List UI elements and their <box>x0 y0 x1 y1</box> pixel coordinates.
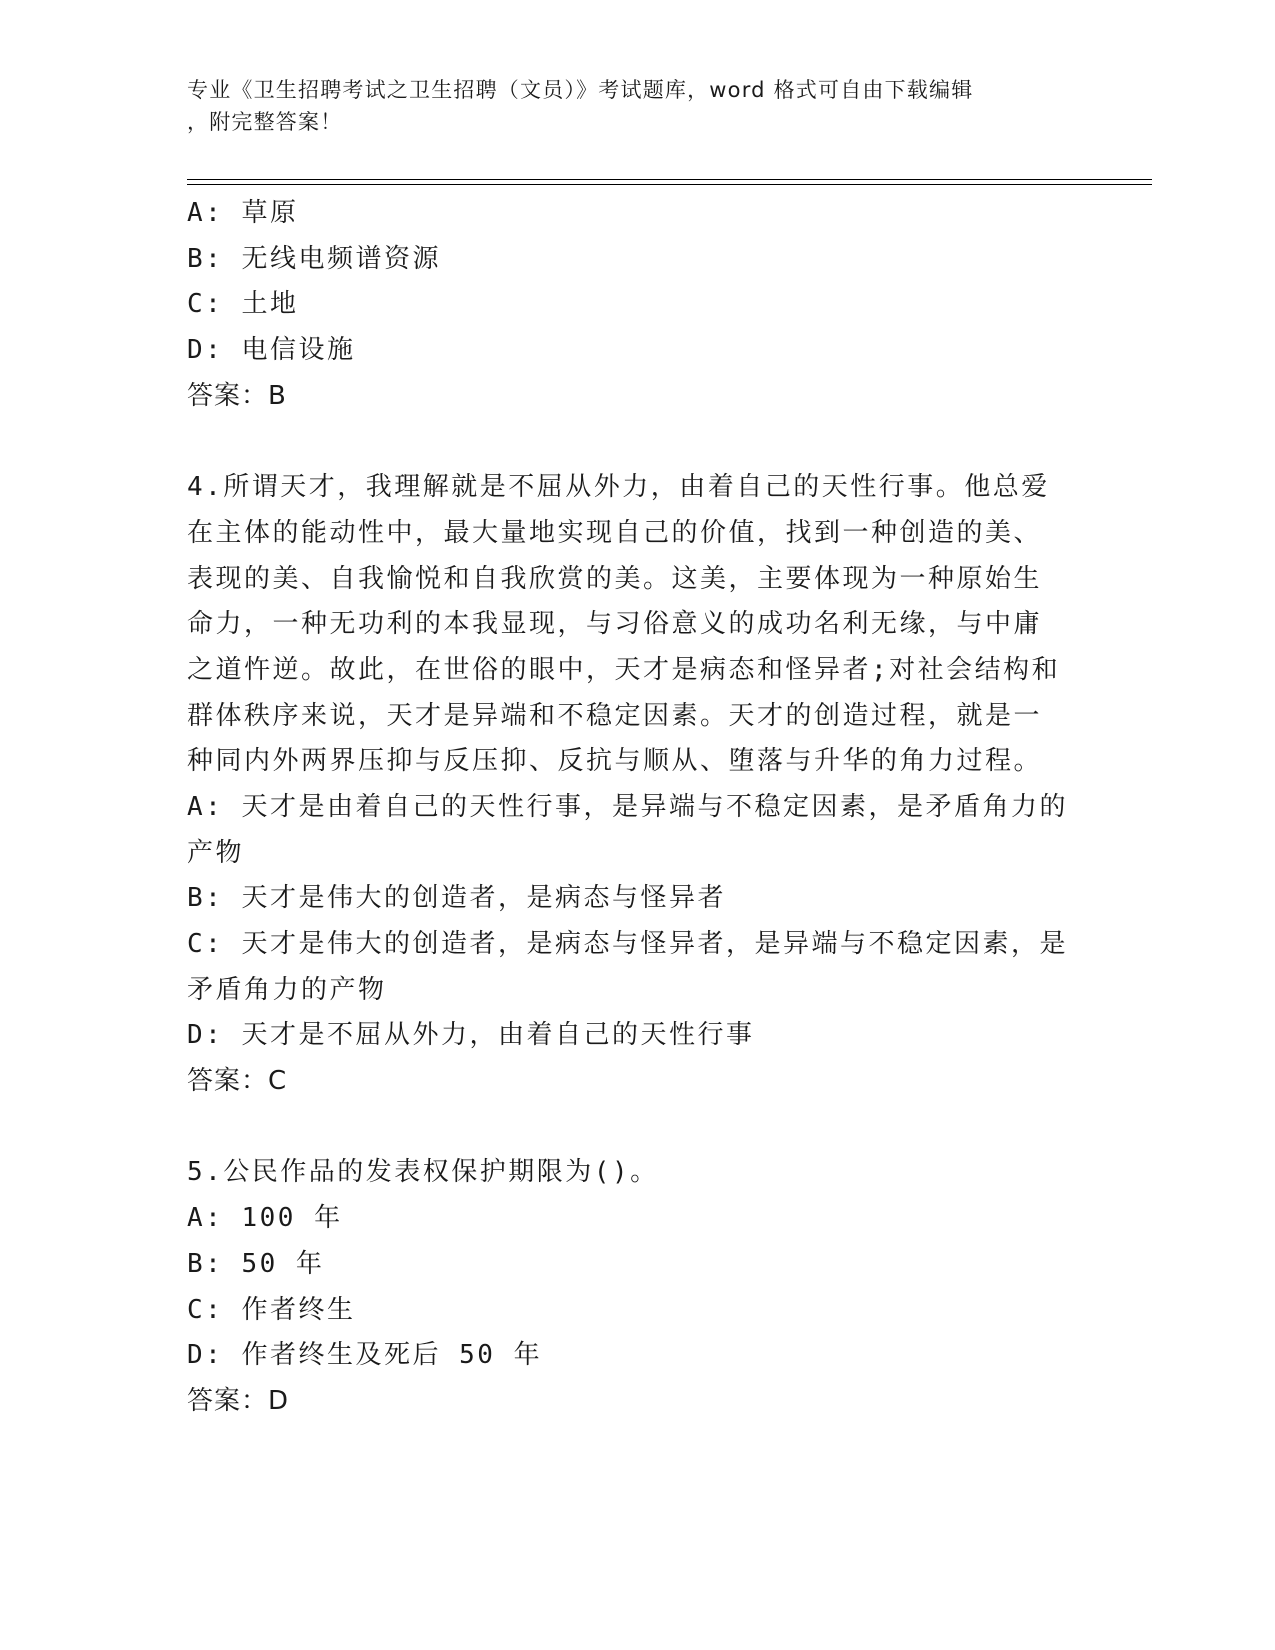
header-title-line-2: ，附完整答案！ <box>187 110 343 134</box>
question-spacer <box>187 1105 1087 1151</box>
question-4-answer: 答案：C <box>187 1066 288 1097</box>
header-title-line-1: 专业《卫生招聘考试之卫生招聘（文员）》考试题库，word 格式可自由下载编辑 <box>187 78 974 102</box>
question-4-stem-line: 种同内外两界压抑与反压抑、反抗与顺从、堕落与升华的角力过程。 <box>187 746 1043 777</box>
question-4-option-c: C: 天才是伟大的创造者，是病态与怪异者，是异端与不稳定因素，是 <box>187 929 1068 959</box>
question-5-option-b: B: 50 年 <box>187 1248 325 1279</box>
question-4-stem-line: 命力，一种无功利的本我显现，与习俗意义的成功名利无缘，与中庸 <box>187 609 1043 640</box>
question-3-option-c: C: 土地 <box>187 289 299 320</box>
question-4-block <box>187 465 1087 1105</box>
header-rule-bottom <box>187 184 1152 185</box>
question-3-block <box>187 191 1087 419</box>
question-4-stem-line: 在主体的能动性中，最大量地实现自己的价值，找到一种创造的美、 <box>187 517 1043 548</box>
question-4-option-a: A: 天才是由着自己的天性行事，是异端与不稳定因素，是矛盾角力的 <box>187 791 1068 822</box>
question-5-option-d: D: 作者终生及死后 50 年 <box>187 1340 543 1371</box>
question-3-option-b: B: 无线电频谱资源 <box>187 243 441 274</box>
question-4-stem-line: 表现的美、自我愉悦和自我欣赏的美。这美，主要体现为一种原始生 <box>187 563 1043 594</box>
question-4-stem-line: 4.所谓天才，我理解就是不屈从外力，由着自己的天性行事。他总爱 <box>187 472 1050 503</box>
question-4-option-d: D: 天才是不屈从外力，由着自己的天性行事 <box>187 1020 755 1051</box>
question-4-option-a-cont: 产物 <box>187 837 245 868</box>
question-4-option-c-cont: 矛盾角力的产物 <box>187 974 387 1005</box>
question-4-stem-line: 之道忤逆。故此，在世俗的眼中，天才是病态和怪异者;对社会结构和 <box>187 654 1061 685</box>
question-5-block <box>187 1150 1087 1424</box>
question-3-option-a: A: 草原 <box>187 198 299 228</box>
question-5-stem: 5.公民作品的发表权保护期限为()。 <box>187 1157 659 1188</box>
question-spacer <box>187 419 1087 465</box>
question-4-option-b: B: 天才是伟大的创造者，是病态与怪异者 <box>187 883 726 914</box>
question-4-stem-line: 群体秩序来说，天才是异端和不稳定因素。天才的创造过程，就是一 <box>187 700 1043 731</box>
question-3-answer: 答案：B <box>187 380 287 411</box>
question-5-option-a: A: 100 年 <box>187 1203 343 1234</box>
document-body <box>187 191 1087 1425</box>
question-5-option-c: C: 作者终生 <box>187 1294 356 1325</box>
header-rule-top <box>187 179 1152 180</box>
question-5-answer: 答案：D <box>187 1385 290 1416</box>
question-3-option-d: D: 电信设施 <box>187 335 356 366</box>
document-header <box>187 74 1067 138</box>
